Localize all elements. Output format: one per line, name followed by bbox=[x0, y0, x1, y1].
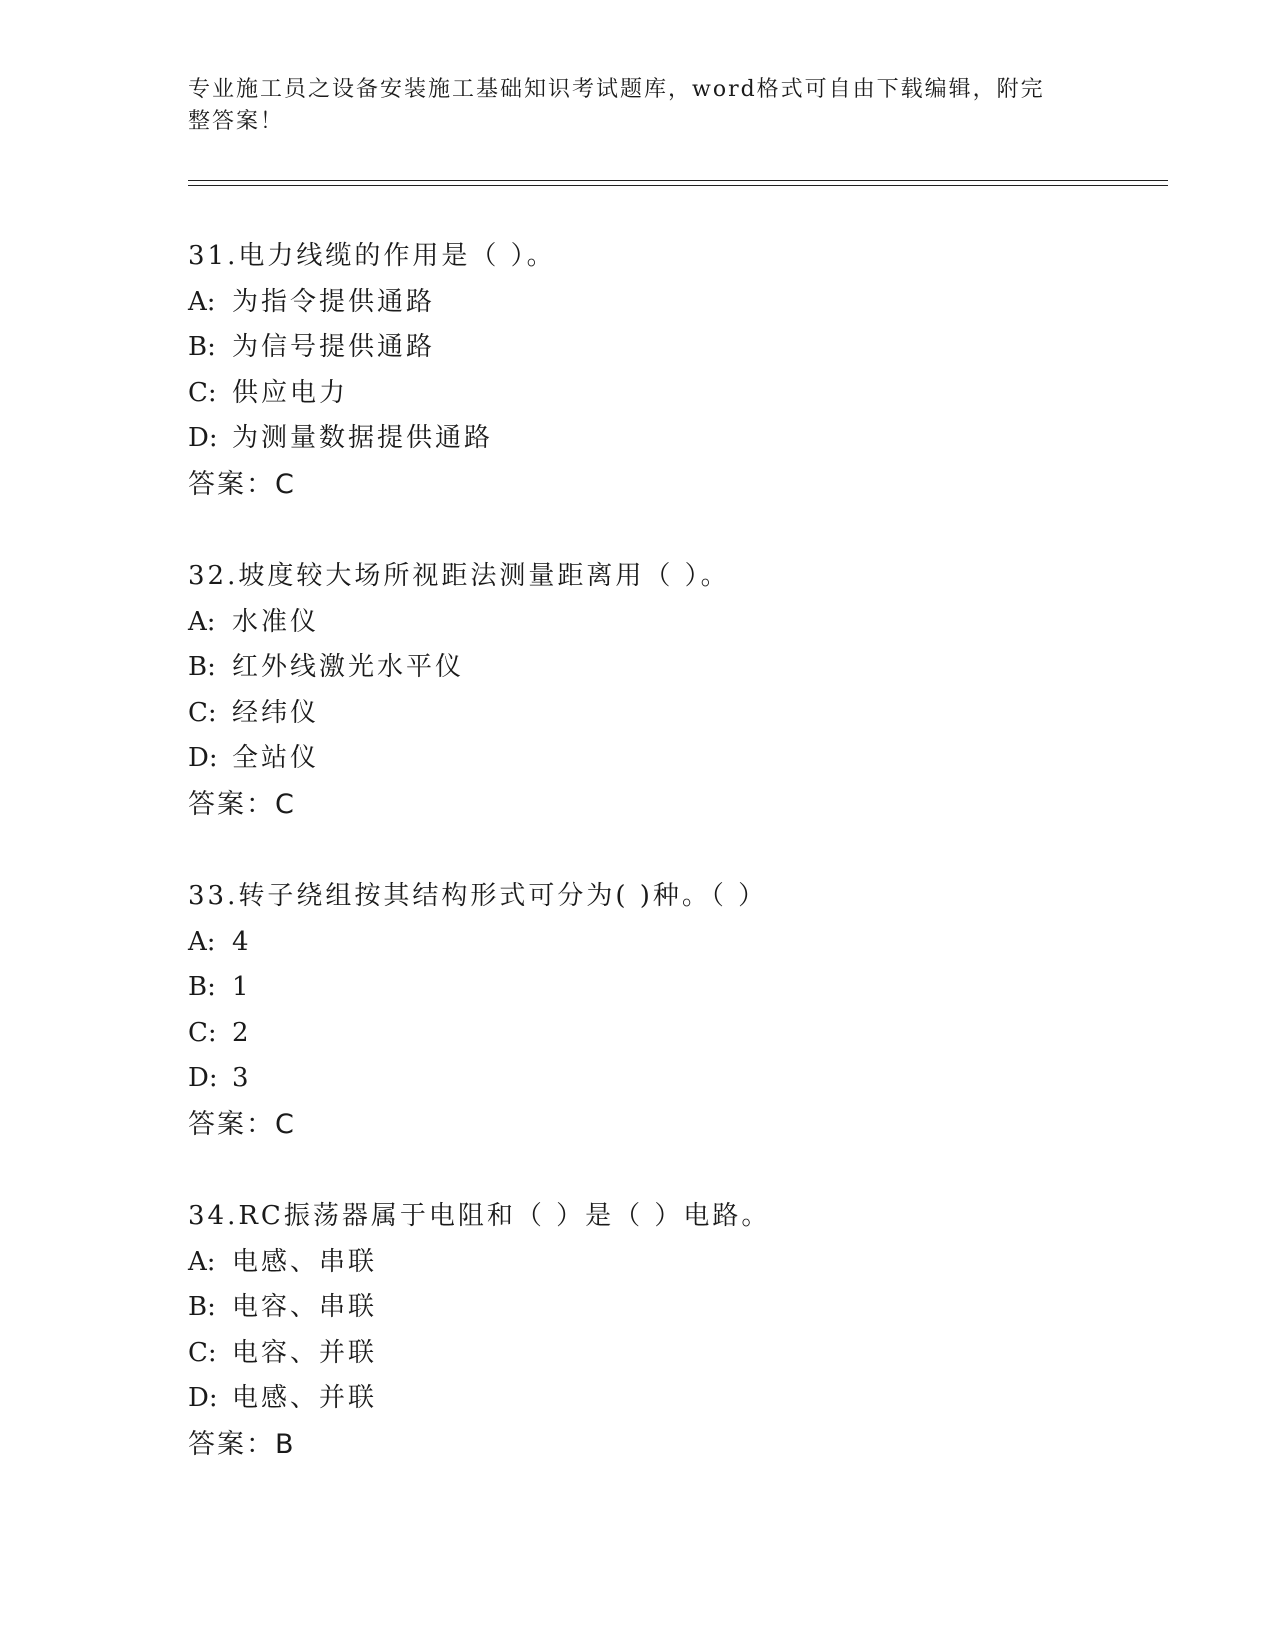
option-a bbox=[188, 280, 1148, 326]
question-33 bbox=[188, 874, 1148, 1148]
option-c bbox=[188, 1011, 1148, 1057]
question-stem: 34.RC振荡器属于电阻和（ ）是（ ）电路。 bbox=[188, 1201, 771, 1231]
option-text: 为指令提供通路 bbox=[232, 286, 436, 317]
option-b bbox=[188, 1285, 1148, 1331]
option-b bbox=[188, 965, 1148, 1011]
option-d bbox=[188, 736, 1148, 782]
option-text: 为测量数据提供通路 bbox=[232, 423, 494, 454]
option-b bbox=[188, 645, 1148, 691]
option-text: 红外线激光水平仪 bbox=[232, 652, 465, 683]
question-stem: 33.转子绕组按其结构形式可分为( )种。（ ） bbox=[188, 881, 768, 911]
option-text: 电容、串联 bbox=[232, 1292, 378, 1323]
question-stem: 32.坡度较大场所视距法测量距离用（ ）。 bbox=[188, 561, 730, 591]
option-d bbox=[188, 416, 1148, 462]
option-key: A: bbox=[188, 926, 216, 957]
header-divider-top bbox=[188, 180, 1168, 181]
header-line-2: 整答案！ bbox=[188, 109, 285, 134]
option-text: 水准仪 bbox=[232, 606, 320, 637]
option-text: 为信号提供通路 bbox=[232, 332, 436, 363]
option-key: D: bbox=[188, 743, 218, 774]
question-31 bbox=[188, 234, 1148, 508]
option-key: B: bbox=[188, 652, 216, 683]
option-key: A: bbox=[188, 606, 216, 637]
answer-line: 答案：C bbox=[188, 468, 296, 500]
option-text: 3 bbox=[232, 1063, 252, 1094]
option-key: A: bbox=[188, 1246, 216, 1277]
option-key: B: bbox=[188, 972, 216, 1003]
option-key: D: bbox=[188, 1063, 218, 1094]
option-key: C: bbox=[188, 1017, 217, 1048]
option-key: A: bbox=[188, 286, 216, 317]
option-key: B: bbox=[188, 332, 216, 363]
option-d bbox=[188, 1376, 1148, 1422]
option-key: D: bbox=[188, 1383, 218, 1414]
option-text: 电感、并联 bbox=[232, 1383, 378, 1414]
option-b bbox=[188, 325, 1148, 371]
option-text: 4 bbox=[232, 926, 252, 957]
option-text: 2 bbox=[232, 1017, 252, 1048]
question-stem: 31.电力线缆的作用是（ ）。 bbox=[188, 241, 556, 271]
header-divider-bottom bbox=[188, 185, 1168, 186]
option-text: 电容、并联 bbox=[232, 1337, 378, 1368]
option-a bbox=[188, 1240, 1148, 1286]
option-text: 经纬仪 bbox=[232, 697, 320, 728]
document-header bbox=[188, 74, 1068, 138]
header-line-1: 专业施工员之设备安装施工基础知识考试题库，word格式可自由下载编辑，附完 bbox=[188, 77, 1045, 102]
option-text: 1 bbox=[232, 972, 252, 1003]
option-key: C: bbox=[188, 1337, 217, 1368]
option-c bbox=[188, 371, 1148, 417]
option-key: C: bbox=[188, 697, 217, 728]
option-d bbox=[188, 1056, 1148, 1102]
question-32 bbox=[188, 554, 1148, 828]
option-text: 供应电力 bbox=[232, 377, 349, 408]
option-key: C: bbox=[188, 377, 217, 408]
option-key: B: bbox=[188, 1292, 216, 1323]
option-text: 电感、串联 bbox=[232, 1246, 378, 1277]
question-34 bbox=[188, 1194, 1148, 1468]
option-c bbox=[188, 691, 1148, 737]
option-c bbox=[188, 1331, 1148, 1377]
answer-line: 答案：B bbox=[188, 1428, 296, 1460]
answer-line: 答案：C bbox=[188, 788, 296, 820]
answer-line: 答案：C bbox=[188, 1108, 296, 1140]
option-a bbox=[188, 600, 1148, 646]
option-key: D: bbox=[188, 423, 218, 454]
option-a bbox=[188, 920, 1148, 966]
option-text: 全站仪 bbox=[232, 743, 320, 774]
